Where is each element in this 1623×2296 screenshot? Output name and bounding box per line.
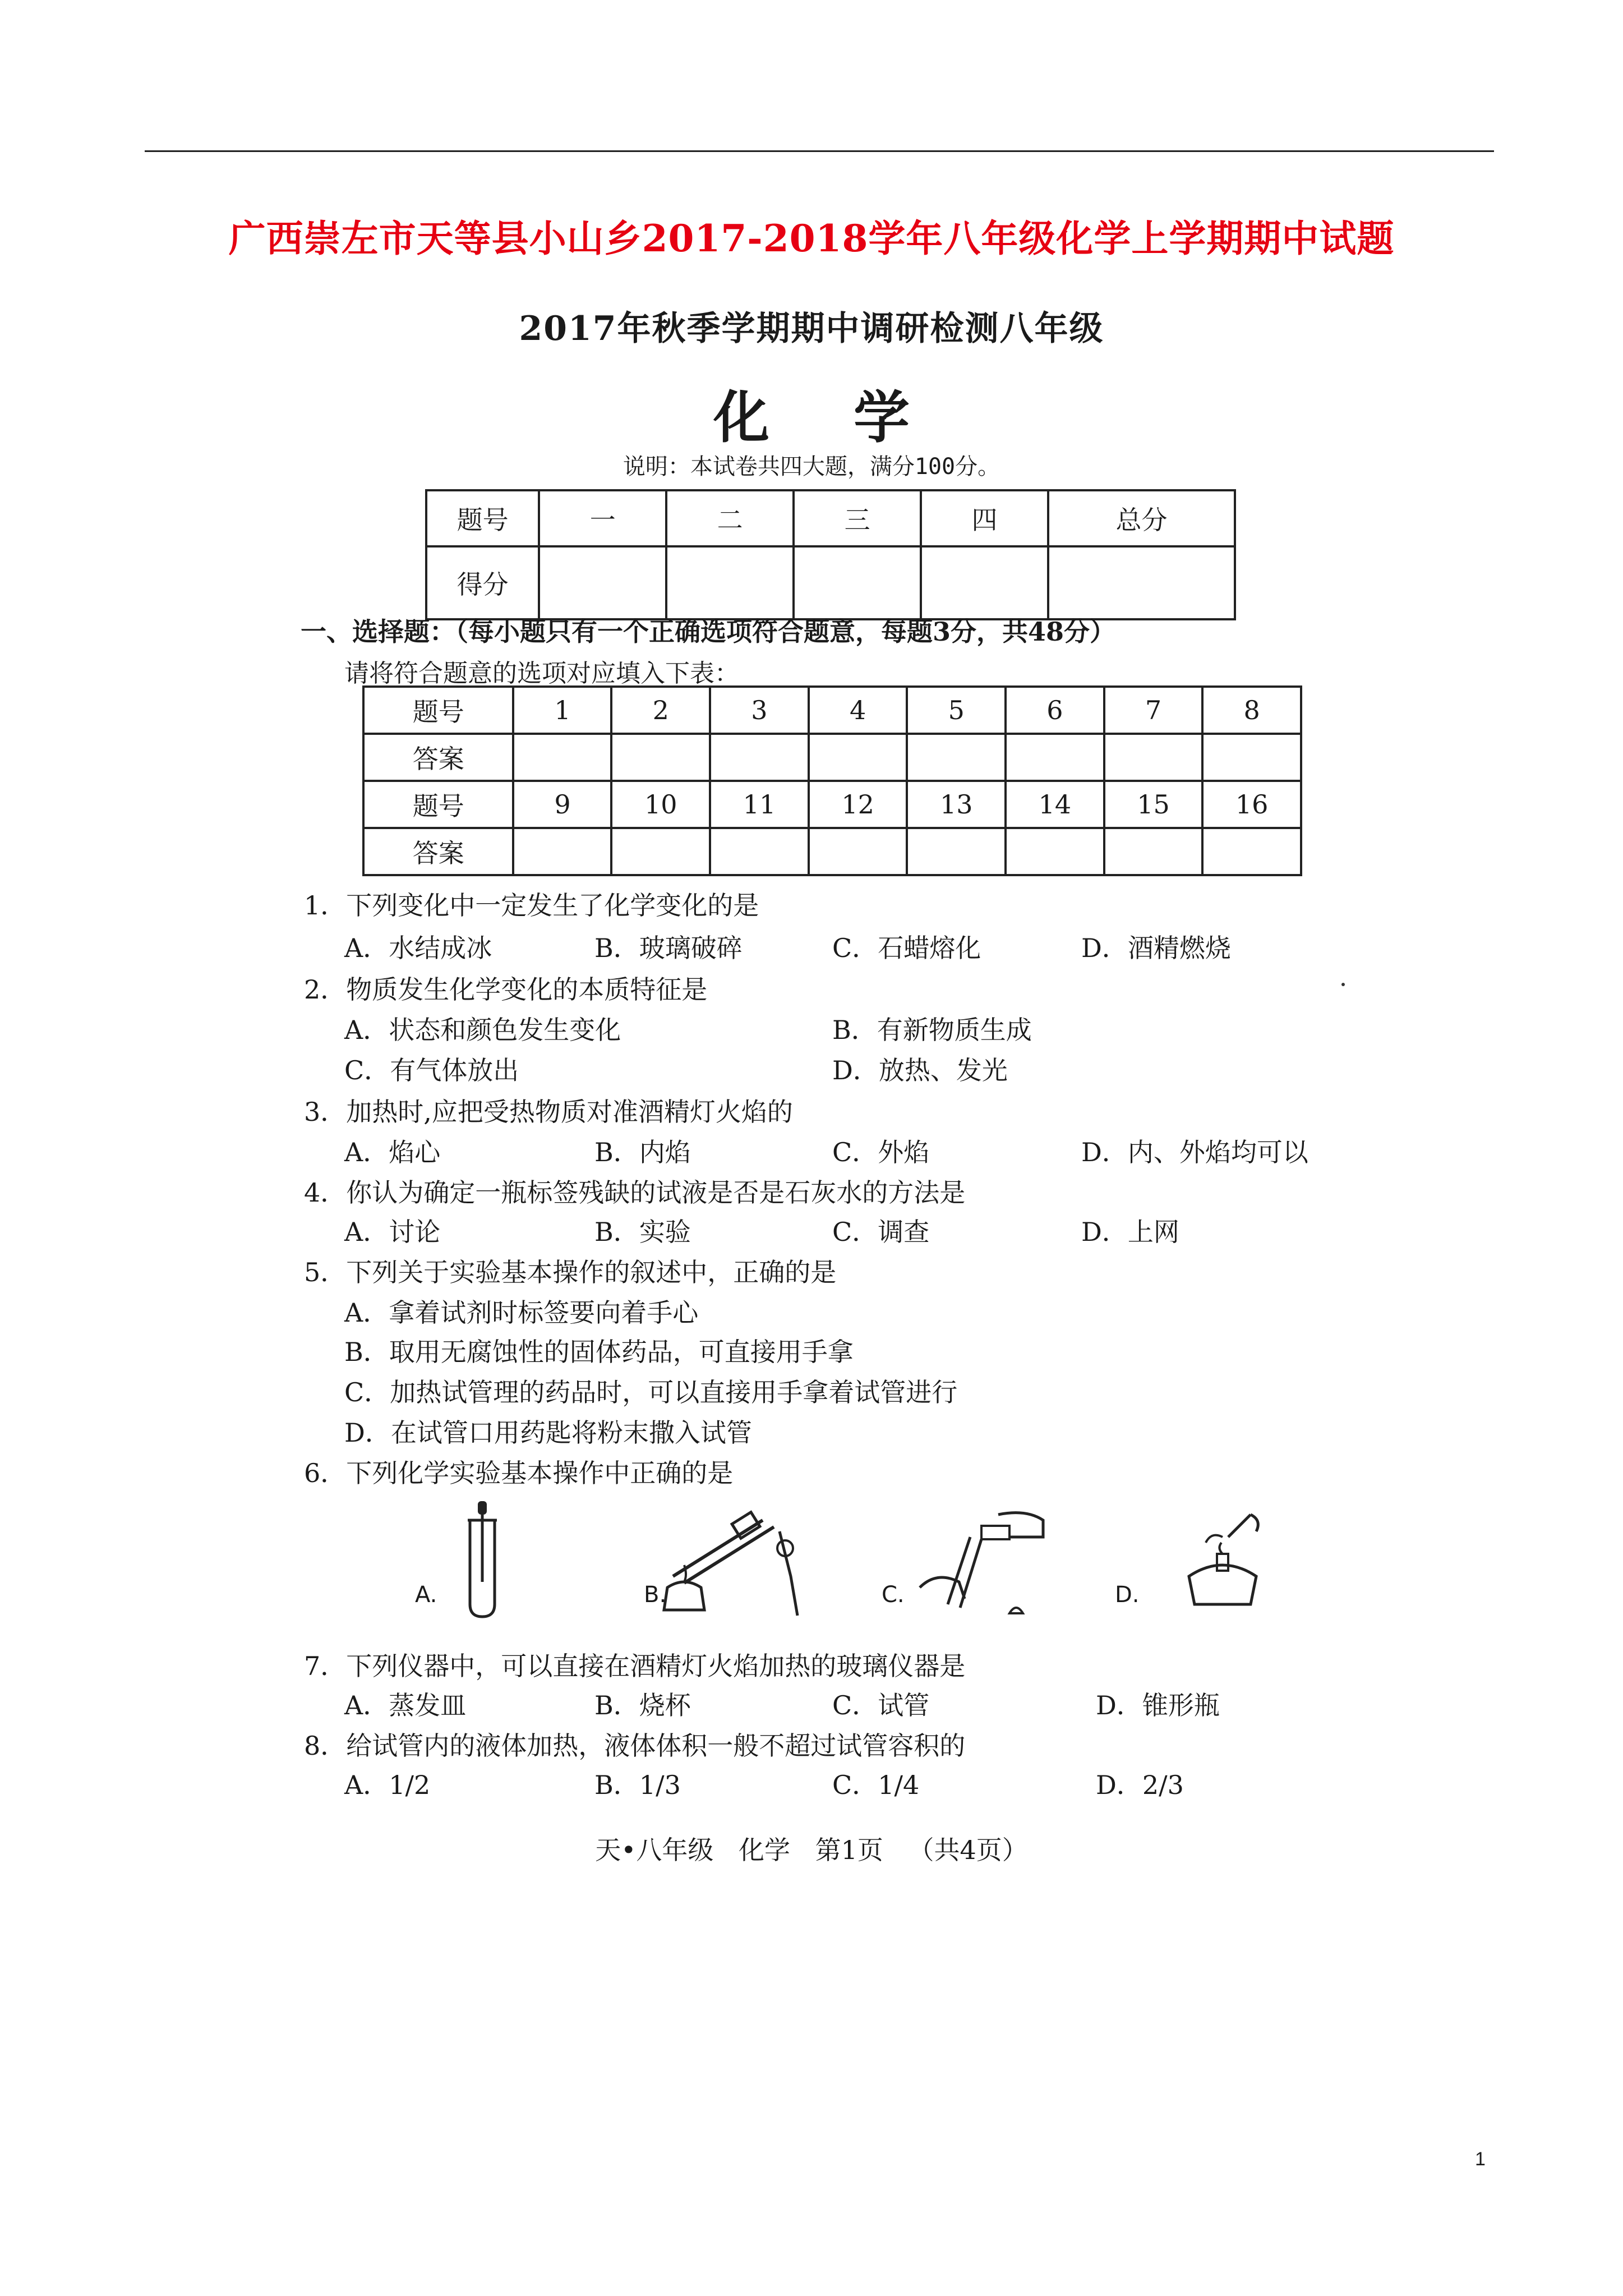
question-stem: 2．物质发生化学变化的本质特征是 (304, 974, 708, 1005)
answer-table-row (363, 781, 1301, 828)
answer-cell[interactable] (513, 734, 611, 781)
answer-row-label: 答案 (363, 734, 513, 781)
answer-cell[interactable] (1104, 734, 1203, 781)
score-header-cell: 三 (794, 490, 921, 546)
answer-cell[interactable] (809, 828, 907, 875)
option-a: A．蒸发皿 (344, 1690, 467, 1720)
question-number-cell: 1 (513, 687, 611, 734)
question-number-cell: 4 (809, 687, 907, 734)
question-number-cell: 13 (907, 781, 1006, 828)
section-heading: 一、选择题：（每小题只有一个正确选项符合题意，每题3分，共48分） (301, 616, 1116, 647)
question-stem: 5．下列关于实验基本操作的叙述中，正确的是 (304, 1257, 837, 1287)
option-a: A．焰心 (344, 1137, 441, 1167)
answer-cell[interactable] (1202, 734, 1301, 781)
figure-d-label: D. (1115, 1582, 1140, 1608)
question-number-cell: 6 (1006, 687, 1104, 734)
option-c: C．有气体放出 (344, 1055, 519, 1085)
option-a: A．拿着试剂时标签要向着手心 (344, 1297, 699, 1328)
option-a: A．水结成冰 (344, 933, 492, 963)
option-d: D．内、外焰均可以 (1081, 1137, 1308, 1167)
option-c: C．调查 (832, 1217, 930, 1247)
question-number-cell: 9 (513, 781, 611, 828)
score-cell[interactable] (666, 546, 794, 619)
option-d: D．酒精燃烧 (1081, 933, 1231, 963)
option-b: B．内焰 (594, 1137, 691, 1167)
answer-cell[interactable] (907, 734, 1006, 781)
figure-a-dropper-icon (437, 1498, 527, 1621)
answer-table-row (363, 687, 1301, 734)
score-table-header-row (426, 490, 1235, 546)
exam-note: 说明：本试卷共四大题，满分100分。 (623, 454, 1000, 480)
option-c: C．1/4 (832, 1770, 920, 1800)
option-d: D．在试管口用药匙将粉末撒入试管 (344, 1418, 752, 1448)
answer-cell[interactable] (611, 734, 710, 781)
score-table-score-row (426, 546, 1235, 619)
answer-cell[interactable] (710, 734, 809, 781)
question-number-cell: 12 (809, 781, 907, 828)
question-number-cell: 5 (907, 687, 1006, 734)
option-b: B．玻璃破碎 (594, 933, 743, 963)
answer-cell[interactable] (1202, 828, 1301, 875)
figure-a-label: A. (415, 1582, 437, 1608)
option-c: C．试管 (832, 1690, 930, 1720)
question-number-cell: 2 (611, 687, 710, 734)
question-number-cell: 15 (1104, 781, 1203, 828)
option-d: D．放热、发光 (832, 1055, 1008, 1085)
option-b: B．实验 (594, 1217, 691, 1247)
answer-cell[interactable] (907, 828, 1006, 875)
header-rule (145, 150, 1494, 152)
question-stem: 8．给试管内的液体加热，液体体积一般不超过试管容积的 (304, 1731, 966, 1761)
score-header-cell: 一 (539, 490, 666, 546)
question-stem: 1．下列变化中一定发生了化学变化的是 (304, 890, 759, 921)
option-c: C．加热试管理的药品时，可以直接用手拿着试管进行 (344, 1377, 958, 1407)
answer-cell[interactable] (611, 828, 710, 875)
figure-d-lamp-icon (1172, 1509, 1273, 1616)
question-number-cell: 3 (710, 687, 809, 734)
question-stem: 4．你认为确定一瓶标签残缺的试液是否是石灰水的方法是 (304, 1177, 966, 1208)
question-stem: 3．加热时,应把受热物质对准酒精灯火焰的 (304, 1097, 793, 1127)
score-table (425, 489, 1236, 620)
score-cell[interactable] (921, 546, 1048, 619)
score-header-cell: 二 (666, 490, 794, 546)
question-number-cell: 14 (1006, 781, 1104, 828)
option-d: D．锥形瓶 (1096, 1690, 1220, 1720)
score-cell[interactable] (1048, 546, 1235, 619)
option-a: A．状态和颜色发生变化 (344, 1015, 621, 1045)
figure-c-label: C. (882, 1582, 905, 1608)
answer-cell[interactable] (1006, 734, 1104, 781)
option-b: B．取用无腐蚀性的固体药品，可直接用手拿 (344, 1337, 854, 1367)
answer-cell[interactable] (513, 828, 611, 875)
option-a: A．讨论 (344, 1217, 441, 1247)
score-header-cell: 四 (921, 490, 1048, 546)
page-number: 1 (1475, 2148, 1486, 2170)
answer-row-label: 题号 (363, 781, 513, 828)
page-footer: 天•八年级 化学 第1页 （共4页） (595, 1835, 1028, 1865)
score-row-label: 得分 (426, 546, 539, 619)
option-b: B．烧杯 (594, 1690, 691, 1720)
figure-b-heating-icon (651, 1509, 830, 1621)
question-number-cell: 7 (1104, 687, 1203, 734)
option-d: D．2/3 (1096, 1770, 1184, 1800)
option-a: A．1/2 (344, 1770, 431, 1800)
score-header-cell: 题号 (426, 490, 539, 546)
answer-table-row (363, 828, 1301, 875)
answer-cell[interactable] (809, 734, 907, 781)
answer-table-row (363, 734, 1301, 781)
answer-table (362, 685, 1302, 876)
figure-c-pouring-icon (914, 1503, 1054, 1627)
question-number-cell: 11 (710, 781, 809, 828)
document-title: 广西崇左市天等县小山乡2017-2018学年八年级化学上学期期中试题 (228, 217, 1395, 260)
question-stem: 6．下列化学实验基本操作中正确的是 (304, 1458, 734, 1488)
subject-title: 化学 (713, 384, 994, 450)
question-number-cell: 8 (1202, 687, 1301, 734)
question-stem: 7．下列仪器中，可以直接在酒精灯火焰加热的玻璃仪器是 (304, 1651, 966, 1681)
option-b: B．有新物质生成 (832, 1015, 1032, 1045)
figure-b-label: B. (644, 1582, 667, 1608)
question-number-cell: 16 (1202, 781, 1301, 828)
score-header-cell: 总分 (1048, 490, 1235, 546)
score-cell[interactable] (539, 546, 666, 619)
answer-row-label: 答案 (363, 828, 513, 875)
score-cell[interactable] (794, 546, 921, 619)
answer-cell[interactable] (710, 828, 809, 875)
answer-cell[interactable] (1006, 828, 1104, 875)
exam-title: 2017年秋季学期期中调研检测八年级 (519, 309, 1104, 348)
section-instruction: 请将符合题意的选项对应填入下表： (344, 659, 739, 688)
answer-cell[interactable] (1104, 828, 1203, 875)
answer-row-label: 题号 (363, 687, 513, 734)
option-c: C．外焰 (832, 1137, 930, 1167)
option-b: B．1/3 (594, 1770, 681, 1800)
option-c: C．石蜡熔化 (832, 933, 981, 963)
stray-dot (1341, 983, 1345, 986)
option-d: D．上网 (1081, 1217, 1179, 1247)
question-number-cell: 10 (611, 781, 710, 828)
